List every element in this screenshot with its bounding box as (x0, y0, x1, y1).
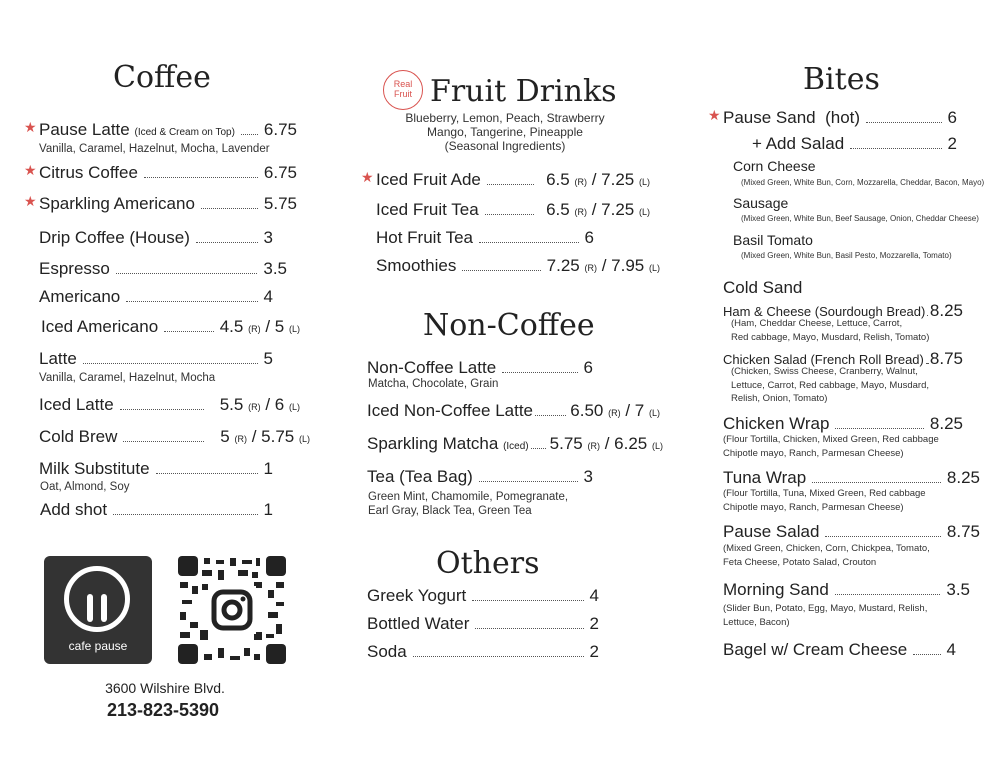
leader-dots (126, 301, 257, 302)
menu-item-chicken-wrap (723, 414, 963, 434)
item-desc: (Mixed Green, Chicken, Corn, Chickpea, Tomato, Feta Cheese, Potato Salad, Crouton (723, 543, 930, 568)
leader-dots (926, 363, 928, 364)
item-name: Chicken Wrap (723, 414, 830, 433)
cold-sand-heading: Cold Sand (723, 278, 803, 297)
item-name: Bagel w/ Cream Cheese (723, 640, 908, 659)
coffee-heading: Coffee (113, 60, 211, 95)
item-price: 4 (589, 586, 599, 605)
leader-dots (866, 122, 941, 123)
star-icon: ★ (24, 119, 37, 135)
item-name: Greek Yogurt (367, 586, 467, 605)
item-price: 7.25 (R) / 7.95 (L) (546, 256, 660, 275)
item-price: 6 (947, 108, 957, 127)
item-price: 3 (583, 467, 593, 486)
leader-dots (479, 242, 579, 243)
item-name: Non-Coffee Latte (367, 358, 497, 377)
item-price: 6 (583, 358, 593, 377)
leader-dots (462, 270, 540, 271)
item-price: 3.5 (946, 580, 970, 599)
menu-item-drip-coffee (39, 228, 273, 248)
leader-dots (472, 600, 583, 601)
pause-icon (64, 566, 130, 632)
leader-dots (201, 208, 258, 209)
menu-item-greek-yogurt (367, 586, 599, 606)
item-price: 8.25 (929, 301, 963, 320)
leader-dots (120, 409, 204, 410)
leader-dots (156, 473, 258, 474)
bites-heading: Bites (803, 62, 880, 97)
item-name: Bottled Water (367, 614, 470, 633)
menu-item-milk-substitute (39, 459, 273, 479)
item-price: 5.75 (R) / 6.25 (L) (549, 434, 663, 453)
item-price: 8.25 (929, 414, 963, 433)
menu-item-non-coffee-latte (367, 358, 593, 378)
menu-item-morning-sand (723, 580, 970, 600)
item-price: 2 (947, 134, 957, 153)
item-name: Sparkling Americano (39, 194, 195, 213)
address: 3600 Wilshire Blvd. (105, 680, 225, 696)
menu-item-cold-brew (39, 427, 310, 447)
item-name: Americano (39, 287, 121, 306)
item-name: Milk Substitute (39, 459, 150, 478)
item-desc: Green Mint, Chamomile, Pomegranate, Earl Gray, Black Tea, Green Tea (368, 491, 569, 517)
item-desc: (Flour Tortilla, Tuna, Mixed Green, Red cabbage Chipotle mayo, Ranch, Parmesan Cheese) (723, 488, 926, 513)
item-price: 5.5 (R) / 6 (L) (219, 395, 300, 414)
item-name: Drip Coffee (House) (39, 228, 190, 247)
item-desc: Matcha, Chocolate, Grain (368, 378, 499, 390)
leader-dots (913, 654, 940, 655)
item-name: Iced Non-Coffee Latte (367, 401, 534, 420)
item-price: 5.75 (263, 194, 297, 213)
menu-item-sparkling-matcha (367, 434, 663, 454)
option-sausage: Sausage (733, 195, 789, 211)
item-name: Espresso (39, 259, 110, 278)
leader-dots (83, 363, 258, 364)
menu-item-iced-fruit-tea (376, 200, 650, 220)
option-corn-cheese: Corn Cheese (733, 158, 816, 174)
leader-dots (123, 441, 204, 442)
item-price: 6 (584, 228, 594, 247)
item-price: 4.5 (R) / 5 (L) (219, 317, 300, 336)
leader-dots (850, 148, 941, 149)
item-price: 3 (263, 228, 273, 247)
item-name: Latte (39, 349, 77, 368)
item-price: 4 (263, 287, 273, 306)
star-icon: ★ (708, 107, 721, 123)
fruit-flavors: Blueberry, Lemon, Peach, Strawberry Mango, Tangerine, Pineapple (Seasonal Ingredients) (405, 111, 605, 153)
item-name: Citrus Coffee (39, 163, 138, 182)
item-price: 6.50 (R) / 7 (L) (570, 401, 660, 420)
star-icon: ★ (24, 162, 37, 178)
item-price: 1 (263, 459, 273, 478)
menu-item-pause-salad (723, 522, 980, 542)
leader-dots (812, 482, 941, 483)
menu-item-pause-sand (708, 107, 957, 128)
menu-item-citrus-coffee (24, 162, 297, 183)
item-name: Chicken Salad (French Roll Bread) (723, 352, 924, 367)
leader-dots (116, 273, 257, 274)
phone-number[interactable]: 213-823-5390 (106, 700, 220, 720)
item-desc: (Flour Tortilla, Chicken, Mixed Green, Red cabbage Chipotle mayo, Ranch, Parmesan Cheese) (723, 434, 939, 459)
leader-dots (487, 184, 534, 185)
menu-item-add-salad (752, 134, 957, 154)
logo-label: cafe pause (68, 639, 128, 653)
item-price: 3.5 (263, 259, 287, 278)
item-name: Soda (367, 642, 407, 661)
item-name: Pause Latte (Iced & Cream on Top) (39, 120, 235, 139)
leader-dots (927, 315, 928, 316)
menu-item-latte (39, 349, 273, 369)
leader-dots (241, 134, 258, 135)
menu-item-iced-non-coffee-latte (367, 401, 660, 421)
leader-dots (531, 448, 546, 449)
item-price: 8.75 (946, 522, 980, 541)
menu-item-soda (367, 642, 599, 662)
menu-item-iced-fruit-ade (361, 169, 650, 190)
leader-dots (113, 514, 257, 515)
item-desc: (Mixed Green, White Bun, Basil Pesto, Mozzarella, Tomato) (741, 251, 952, 260)
leader-dots (485, 214, 534, 215)
item-desc: (Mixed Green, White Bun, Beef Sausage, Onion, Cheddar Cheese) (741, 214, 979, 223)
item-name: + Add Salad (752, 134, 845, 153)
menu-item-bottled-water (367, 614, 599, 634)
instagram-qr-code[interactable] (178, 556, 286, 664)
item-name: Iced Fruit Tea (376, 200, 479, 219)
menu-item-iced-americano (41, 317, 300, 337)
star-icon: ★ (24, 193, 37, 209)
real-fruit-badge: Real Fruit (383, 70, 423, 110)
item-price: 8.25 (946, 468, 980, 487)
item-name: Sparkling Matcha (Iced) (367, 434, 529, 453)
item-price: 2 (589, 642, 599, 661)
item-desc: (Ham, Cheddar Cheese, Lettuce, Carrot, Red cabbage, Mayo, Musdard, Relish, Tomato) (731, 318, 930, 343)
leader-dots (835, 594, 941, 595)
menu-item-sparkling-americano (24, 193, 297, 214)
menu-item-pause-latte (24, 119, 297, 140)
leader-dots (835, 428, 923, 429)
item-price: 5 (R) / 5.75 (L) (220, 427, 310, 446)
item-desc: Vanilla, Caramel, Hazelnut, Mocha (39, 372, 216, 384)
item-name: Pause Sand (hot) (723, 108, 861, 127)
menu-item-americano (39, 287, 273, 307)
item-name: Iced Fruit Ade (376, 170, 481, 189)
menu-item-bagel (723, 640, 956, 660)
menu-item-hot-fruit-tea (376, 228, 594, 248)
item-name: Add shot (40, 500, 108, 519)
item-price: 1 (263, 500, 273, 519)
item-name: Tea (Tea Bag) (367, 467, 473, 486)
leader-dots (479, 481, 578, 482)
item-desc: Oat, Almond, Soy (40, 481, 130, 493)
item-name: Morning Sand (723, 580, 829, 599)
item-desc: (Mixed Green, White Bun, Corn, Mozzarella, Cheddar, Bacon, Mayo) (741, 178, 985, 187)
item-desc: Vanilla, Caramel, Hazelnut, Mocha, Lavender (39, 143, 270, 155)
item-price: 2 (589, 614, 599, 633)
item-price: 5 (263, 349, 273, 368)
leader-dots (825, 536, 941, 537)
cafe-pause-logo (44, 556, 152, 664)
item-name: Pause Salad (723, 522, 820, 541)
leader-dots (164, 331, 214, 332)
leader-dots (196, 242, 258, 243)
menu-item-tea-bag (367, 467, 593, 487)
leader-dots (502, 372, 577, 373)
item-name: Iced Americano (41, 317, 159, 336)
item-price: 8.75 (929, 349, 963, 368)
option-basil-tomato: Basil Tomato (733, 232, 813, 248)
item-price: 6.75 (263, 120, 297, 139)
non-coffee-heading: Non-Coffee (423, 308, 595, 343)
menu-item-smoothies (376, 256, 660, 276)
leader-dots (475, 628, 583, 629)
menu-item-tuna-wrap (723, 468, 980, 488)
item-name: Iced Latte (39, 395, 114, 414)
item-price: 4 (946, 640, 956, 659)
item-name: Cold Brew (39, 427, 118, 446)
star-icon: ★ (361, 169, 374, 185)
leader-dots (535, 415, 566, 416)
item-name: Ham & Cheese (Sourdough Bread) (723, 304, 926, 319)
item-price: 6.75 (263, 163, 297, 182)
fruit-drinks-heading: Fruit Drinks (430, 74, 617, 109)
others-heading: Others (436, 546, 540, 581)
menu-item-espresso (39, 259, 287, 279)
leader-dots (144, 177, 258, 178)
item-desc: (Chicken, Swiss Cheese, Cranberry, Walnut, Lettuce, Carrot, Red cabbage, Mayo, Musdard, Relish, Onion, Tomato) (731, 366, 930, 404)
item-name: Tuna Wrap (723, 468, 807, 487)
leader-dots (413, 656, 584, 657)
menu-item-add-shot (40, 500, 273, 520)
item-price: 6.5 (R) / 7.25 (L) (546, 200, 650, 219)
item-price: 6.5 (R) / 7.25 (L) (546, 170, 650, 189)
menu-item-iced-latte (39, 395, 300, 415)
item-name: Hot Fruit Tea (376, 228, 474, 247)
item-name: Smoothies (376, 256, 457, 275)
item-desc: (Slider Bun, Potato, Egg, Mayo, Mustard, Relish, Lettuce, Bacon) (723, 603, 928, 628)
